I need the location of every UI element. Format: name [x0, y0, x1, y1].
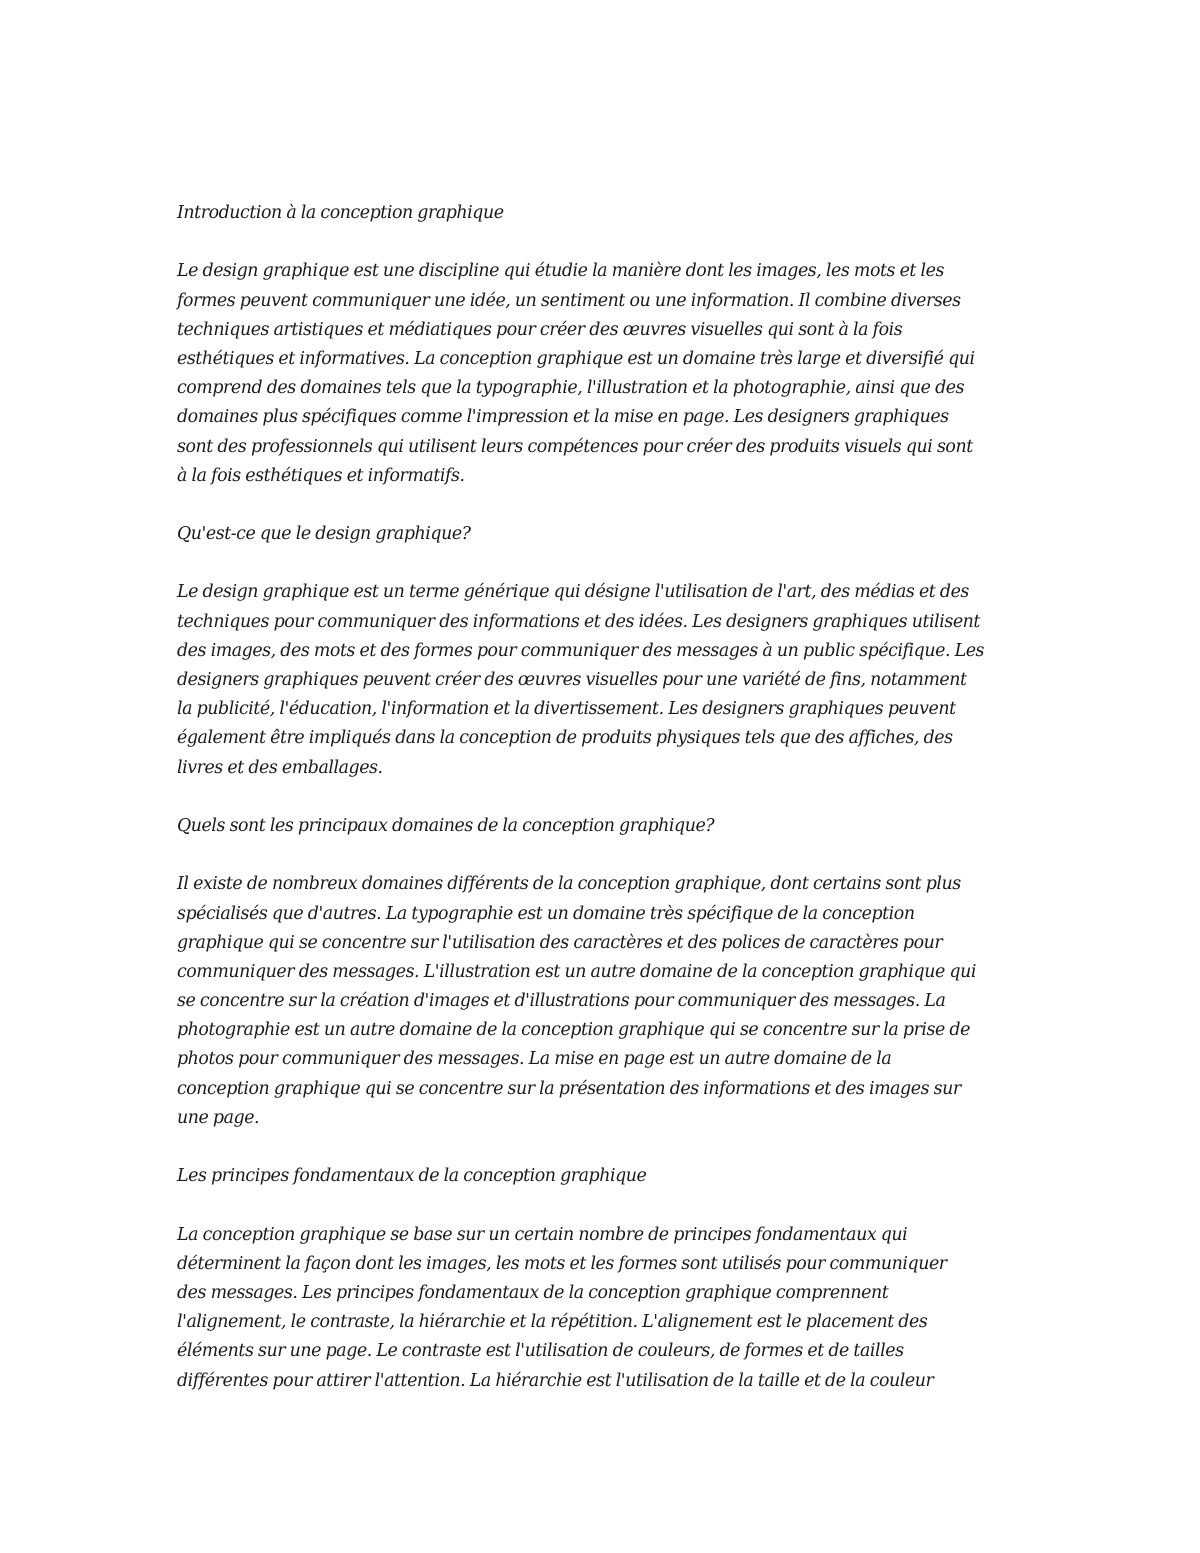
section-heading: Introduction à la conception graphique	[177, 203, 504, 223]
paragraph-line: comprend des domaines tels que la typographie, l'illustration et la photographie, ainsi que des	[177, 378, 965, 399]
paragraph-line: différentes pour attirer l'attention. La hiérarchie est l'utilisation de la taille et de la couleur	[177, 1370, 934, 1391]
paragraph-line: une page.	[177, 1107, 260, 1128]
paragraph-line: des images, des mots et des formes pour communiquer des messages à un public spécifique. Les	[177, 640, 985, 661]
paragraph-line: photographie est un autre domaine de la conception graphique qui se concentre sur la prise de	[177, 1020, 970, 1041]
paragraph-spacer	[177, 1191, 1037, 1220]
paragraph-line: l'alignement, le contraste, la hiérarchie et la répétition. L'alignement est le placement des	[177, 1312, 928, 1333]
paragraph-line: formes peuvent communiquer une idée, un sentiment ou une information. Il combine diverses	[177, 290, 961, 311]
paragraph-line: Le design graphique est un terme générique qui désigne l'utilisation de l'art, des médias et des	[177, 582, 969, 603]
paragraph-line: à la fois esthétiques et informatifs.	[177, 465, 465, 486]
paragraph-line: techniques artistiques et médiatiques pour créer des œuvres visuelles qui sont à la fois	[177, 319, 903, 340]
paragraph-line: des messages. Les principes fondamentaux de la conception graphique comprennent	[177, 1282, 889, 1303]
paragraph-line: domaines plus spécifiques comme l'impression et la mise en page. Les designers graphiques	[177, 407, 949, 428]
paragraph-line: déterminent la façon dont les images, les mots et les formes sont utilisés pour communiquer	[177, 1253, 947, 1274]
paragraph-line: éléments sur une page. Le contraste est l'utilisation de couleurs, de formes et de tailles	[177, 1341, 904, 1362]
paragraph-spacer	[177, 228, 1037, 257]
section-heading: Quels sont les principaux domaines de la conception graphique?	[177, 815, 715, 836]
paragraph-line: graphique qui se concentre sur l'utilisation des caractères et des polices de caractères pour	[177, 932, 943, 953]
paragraph-line: Il existe de nombreux domaines différents de la conception graphique, dont certains sont plus	[177, 874, 961, 895]
paragraph-spacer	[177, 549, 1037, 578]
paragraph-spacer	[177, 1133, 1037, 1162]
paragraph-line: communiquer des messages. L'illustration est un autre domaine de la conception graphique qui	[177, 961, 976, 982]
document-body	[177, 199, 1037, 1396]
paragraph-line: designers graphiques peuvent créer des œuvres visuelles pour une variété de fins, notamment	[177, 670, 967, 690]
section-heading: Qu'est-ce que le design graphique?	[177, 524, 471, 545]
paragraph-spacer	[177, 841, 1037, 870]
section-heading: Les principes fondamentaux de la conception graphique	[177, 1166, 647, 1187]
paragraph-spacer	[177, 783, 1037, 812]
paragraph-line: également être impliqués dans la conception de produits physiques tels que des affiches, des	[177, 728, 953, 749]
paragraph-line: se concentre sur la création d'images et d'illustrations pour communiquer des messages. La	[177, 991, 946, 1012]
paragraph-line: sont des professionnels qui utilisent leurs compétences pour créer des produits visuels qui sont	[177, 436, 973, 457]
paragraph-line: spécialisés que d'autres. La typographie est un domaine très spécifique de la conception	[177, 903, 915, 924]
paragraph-line: La conception graphique se base sur un certain nombre de principes fondamentaux qui	[177, 1224, 908, 1245]
paragraph-line: Le design graphique est une discipline qui étudie la manière dont les images, les mots et les	[177, 261, 944, 282]
paragraph-line: esthétiques et informatives. La conception graphique est un domaine très large et diversifié qui	[177, 348, 975, 369]
paragraph-line: conception graphique qui se concentre sur la présentation des informations et des images sur	[177, 1078, 961, 1099]
paragraph-spacer	[177, 491, 1037, 520]
paragraph-line: photos pour communiquer des messages. La mise en page est un autre domaine de la	[177, 1049, 892, 1070]
paragraph-line: livres et des emballages.	[177, 757, 383, 778]
paragraph-line: la publicité, l'éducation, l'information et la divertissement. Les designers graphiques peuvent	[177, 699, 956, 720]
paragraph-line: techniques pour communiquer des informations et des idées. Les designers graphiques utilisent	[177, 611, 980, 632]
